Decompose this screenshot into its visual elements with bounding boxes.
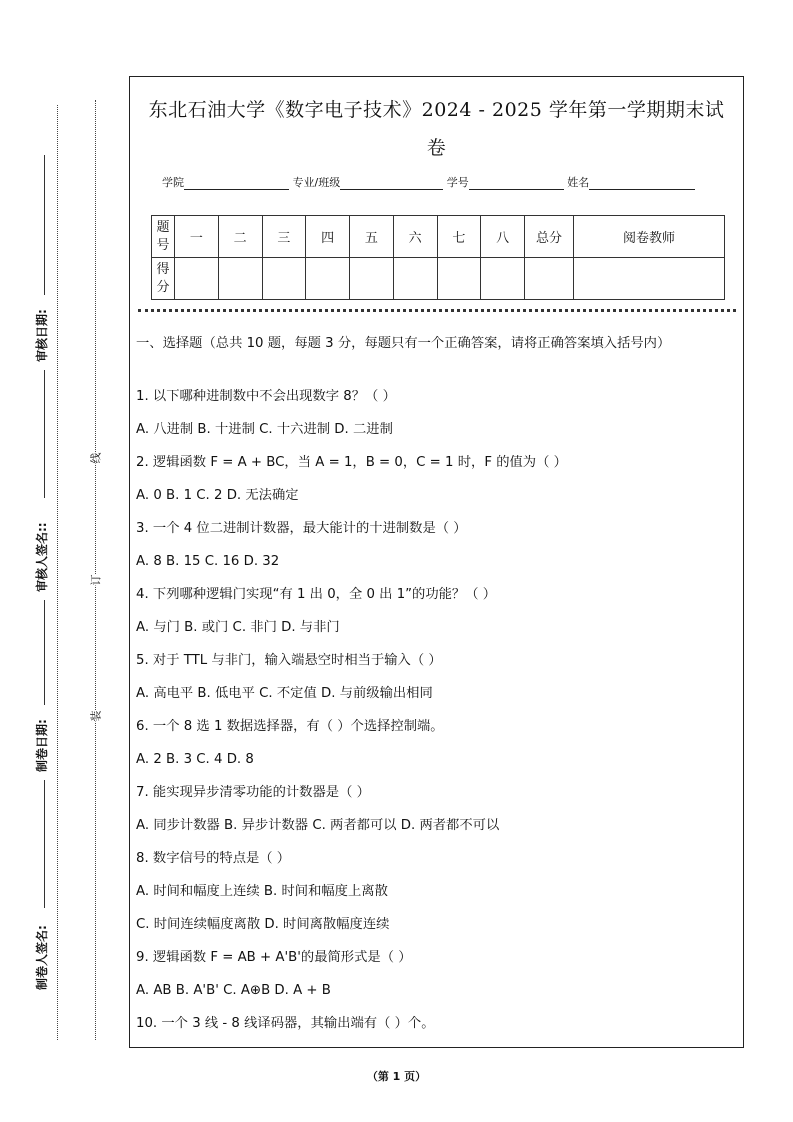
col-total: 总分 (525, 216, 574, 258)
maker-date-label: 制卷日期: (35, 719, 49, 772)
binding-dotted-line-left (57, 105, 58, 1040)
reviewer-date-blank (44, 155, 45, 295)
question-line: C. 时间连续幅度离散 D. 时间离散幅度连续 (136, 917, 390, 932)
question-line: A. 高电平 B. 低电平 C. 不定值 D. 与前级输出相同 (136, 686, 433, 701)
student-info-row (162, 174, 695, 190)
title-line-2: 卷 (426, 137, 447, 159)
line-char: 线 (89, 452, 103, 464)
reviewer-date-label: 审核日期: (35, 309, 49, 362)
score-cell[interactable] (175, 258, 219, 300)
col-3: 三 (262, 216, 306, 258)
score-cell[interactable] (393, 258, 437, 300)
question-line: A. 2 B. 3 C. 4 D. 8 (136, 752, 254, 767)
maker-sign-label: 制卷人签名: (35, 925, 49, 990)
col-2: 二 (218, 216, 262, 258)
question-line: 10. 一个 3 线 - 8 线译码器，其输出端有（ ）个。 (136, 1016, 435, 1031)
section-1-heading: 一、选择题（总共 10 题，每题 3 分，每题只有一个正确答案，请将正确答案填入括号内） (136, 336, 671, 351)
college-blank[interactable] (184, 178, 289, 190)
reviewer-sign-label: 审核人签名:: (35, 522, 49, 592)
question-line: A. 与门 B. 或门 C. 非门 D. 与非门 (136, 620, 340, 635)
zhuang-char: 装 (89, 710, 103, 722)
title-line-1: 东北石油大学《数字电子技术》2024 - 2025 学年第一学期期末试 (148, 99, 725, 121)
score-cell-total[interactable] (525, 258, 574, 300)
major-label: 专业/班级 (292, 176, 341, 189)
col-5: 五 (350, 216, 394, 258)
reviewer-sign-blank (44, 370, 45, 498)
score-cell[interactable] (218, 258, 262, 300)
score-cell[interactable] (262, 258, 306, 300)
score-table (151, 215, 725, 300)
question-line: 2. 逻辑函数 F = A + BC，当 A = 1，B = 0，C = 1 时，F 的值为（ ） (136, 455, 567, 470)
col-8: 八 (481, 216, 525, 258)
question-line: 7. 能实现异步清零功能的计数器是（ ） (136, 785, 370, 800)
binding-dotted-line-right (95, 100, 96, 1040)
maker-date-blank (44, 600, 45, 705)
question-line: A. AB B. A'B' C. A⊕B D. A + B (136, 983, 331, 998)
major-blank[interactable] (340, 178, 443, 190)
question-line: 8. 数字信号的特点是（ ） (136, 851, 291, 866)
college-label: 学院 (162, 176, 184, 189)
exam-frame (129, 76, 744, 1048)
score-cell[interactable] (350, 258, 394, 300)
ding-char: 订 (89, 574, 103, 586)
score-cell[interactable] (481, 258, 525, 300)
score-table-header (152, 216, 725, 258)
question-line: A. 同步计数器 B. 异步计数器 C. 两者都可以 D. 两者都不可以 (136, 818, 500, 833)
question-line: 4. 下列哪种逻辑门实现“有 1 出 0，全 0 出 1”的功能？（ ） (136, 587, 497, 602)
page-footer: （第 1 页） (366, 1070, 427, 1083)
question-line: A. 8 B. 15 C. 16 D. 32 (136, 554, 280, 569)
row-label: 得分 (152, 258, 175, 300)
question-line: 1. 以下哪种进制数中不会出现数字 8？（ ） (136, 389, 396, 404)
name-label: 姓名 (567, 176, 590, 189)
question-line: 6. 一个 8 选 1 数据选择器，有（ ）个选择控制端。 (136, 719, 444, 734)
student-id-label: 学号 (446, 176, 469, 189)
col-6: 六 (393, 216, 437, 258)
question-line: 9. 逻辑函数 F = AB + A'B'的最简形式是（ ） (136, 950, 412, 965)
exam-title (130, 91, 743, 167)
score-cell[interactable] (437, 258, 481, 300)
student-id-blank[interactable] (469, 178, 564, 190)
col-1: 一 (175, 216, 219, 258)
maker-sign-blank (44, 780, 45, 908)
score-cell[interactable] (306, 258, 350, 300)
question-line: 5. 对于 TTL 与非门，输入端悬空时相当于输入（ ） (136, 653, 442, 668)
score-table-score-row (152, 258, 725, 300)
question-line: A. 八进制 B. 十进制 C. 十六进制 D. 二进制 (136, 422, 393, 437)
col-7: 七 (437, 216, 481, 258)
name-blank[interactable] (589, 178, 695, 190)
col-grader: 阅卷教师 (574, 216, 725, 258)
question-line: 3. 一个 4 位二进制计数器，最大能计的十进制数是（ ） (136, 521, 467, 536)
score-cell-grader[interactable] (574, 258, 725, 300)
cut-dotted-line (138, 309, 736, 312)
question-line: A. 时间和幅度上连续 B. 时间和幅度上离散 (136, 884, 388, 899)
question-line: A. 0 B. 1 C. 2 D. 无法确定 (136, 488, 299, 503)
col-4: 四 (306, 216, 350, 258)
header-label: 题号 (152, 216, 175, 258)
